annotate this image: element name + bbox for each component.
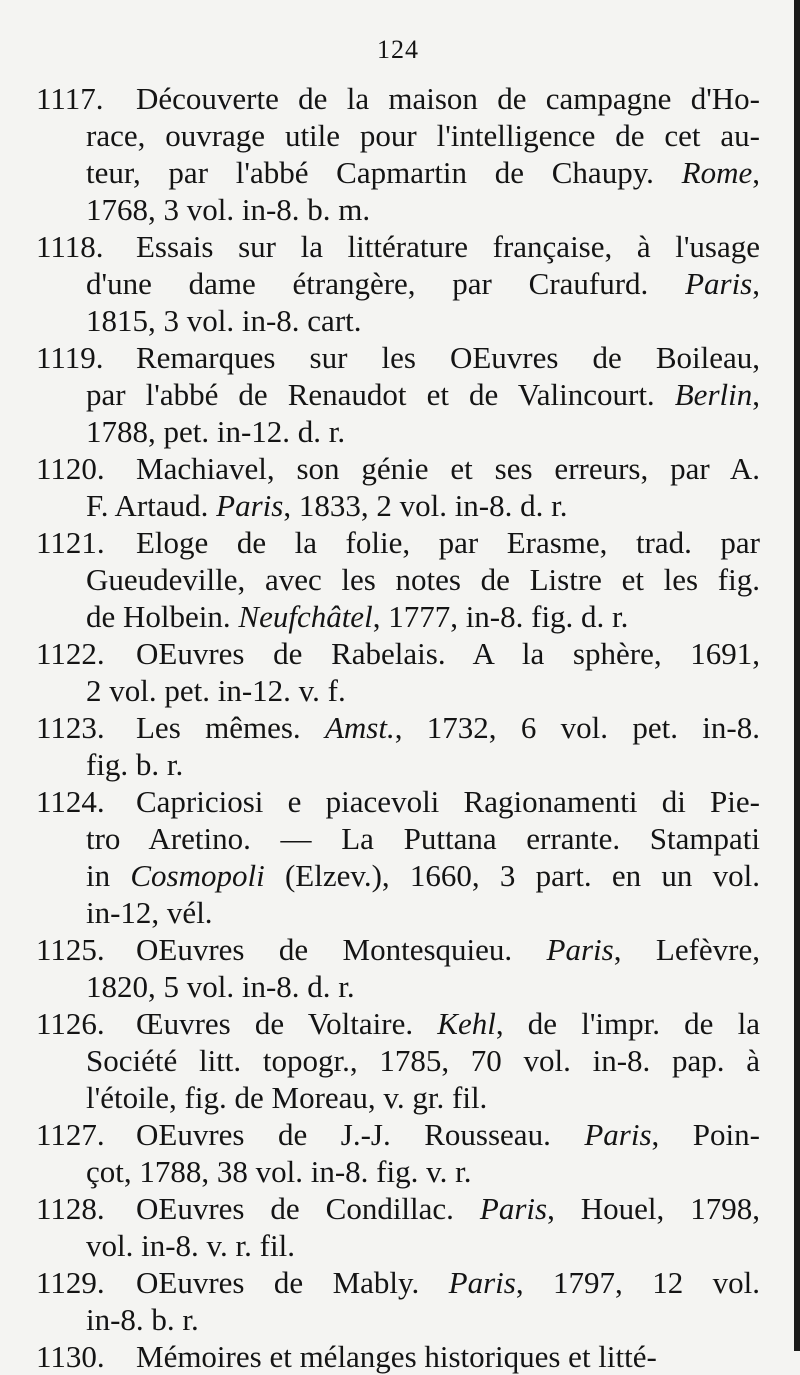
entry-text-segment: 1788, pet. in-12. d. r. — [86, 414, 346, 449]
entry-line — [36, 191, 760, 228]
entry-text-segment: , Lefèvre, — [613, 932, 760, 967]
entry-text-segment: , 1833, 2 vol. in-8. d. r. — [283, 488, 568, 523]
entry-text-segment: teur, par l'abbé Capmartin de Chaupy. — [86, 155, 682, 190]
entry-number: 1122. — [36, 636, 105, 671]
catalogue-entry — [36, 709, 760, 783]
entry-text-segment: F. Artaud. — [86, 488, 217, 523]
entry-number: 1128. — [36, 1191, 105, 1226]
entry-text — [36, 1264, 760, 1338]
entry-text-segment: Gueudeville, avec les notes de Listre et les fig. — [86, 562, 760, 597]
entry-line — [36, 339, 760, 376]
entry-text-segment: vol. in-8. v. r. fil. — [86, 1228, 295, 1263]
entry-text-segment: tro Aretino. — La Puttana errante. Stampati — [86, 821, 760, 856]
entry-text-segment: Machiavel, son génie et ses erreurs, par A. — [136, 451, 760, 486]
entry-text-segment: , 1797, 12 vol. — [515, 1265, 760, 1300]
entry-text-segment: OEuvres de J.-J. Rousseau. — [136, 1117, 585, 1152]
entry-number: 1119. — [36, 340, 104, 375]
entry-line — [36, 1079, 760, 1116]
entry-line — [36, 1153, 760, 1190]
catalogue-entry — [36, 228, 760, 339]
catalogue-entry — [36, 450, 760, 524]
entry-number: 1130. — [36, 1339, 105, 1374]
entry-text-segment: 1820, 5 vol. in-8. d. r. — [86, 969, 355, 1004]
entry-number: 1120. — [36, 451, 105, 486]
entry-text-segment: , Poin- — [651, 1117, 760, 1152]
entry-text-segment: in — [86, 858, 131, 893]
entry-line — [36, 80, 760, 117]
entry-text-segment: (Elzev.), 1660, 3 part. en un vol. — [264, 858, 760, 893]
catalogue-entry — [36, 1264, 760, 1338]
catalogue-entry — [36, 339, 760, 450]
entry-line — [36, 894, 760, 931]
entry-text-segment: 2 vol. pet. in-12. v. f. — [86, 673, 346, 708]
entry-text-segment: Capriciosi e piacevoli Ragionamenti di Pie- — [136, 784, 760, 819]
entry-text-segment: in-12, vél. — [86, 895, 213, 930]
entry-text — [36, 1190, 760, 1264]
entry-text-segment: d'une dame étrangère, par Craufurd. — [86, 266, 686, 301]
place-of-publication: Paris — [479, 1191, 548, 1226]
entry-line — [36, 524, 760, 561]
entry-text — [36, 709, 760, 783]
entry-text-segment: Société litt. topogr., 1785, 70 vol. in-8. pap. à — [86, 1043, 760, 1078]
entry-text-segment: , de l'impr. de la — [495, 1006, 760, 1041]
entry-text-segment: in-8. b. r. — [86, 1302, 199, 1337]
entry-line — [36, 154, 760, 191]
page-number: 124 — [377, 35, 419, 64]
entry-line — [36, 931, 760, 968]
entry-text — [36, 635, 760, 709]
catalogue-entry — [36, 1005, 760, 1116]
entry-text-segment: , 1732, 6 vol. pet. in-8. — [394, 710, 760, 745]
entry-line — [36, 302, 760, 339]
entry-line — [36, 820, 760, 857]
catalogue-entry — [36, 1338, 760, 1375]
catalogue-entry — [36, 1190, 760, 1264]
place-of-publication: Paris — [448, 1265, 516, 1300]
entry-line — [36, 376, 760, 413]
entry-number: 1124. — [36, 784, 105, 819]
entry-line — [36, 709, 760, 746]
place-of-publication: Amst. — [324, 710, 395, 745]
entry-number: 1123. — [36, 710, 105, 745]
entry-text-segment: OEuvres de Rabelais. A la sphère, 1691, — [136, 636, 760, 671]
entry-text-segment: Essais sur la littérature française, à l'usage — [136, 229, 760, 264]
entry-text-segment: Les mêmes. — [136, 710, 325, 745]
place-of-publication: Neufchâtel — [238, 599, 373, 634]
catalogue-entry — [36, 80, 760, 228]
entry-text — [36, 339, 760, 450]
entry-line — [36, 672, 760, 709]
entry-text-segment: de Holbein. — [86, 599, 239, 634]
entry-number: 1121. — [36, 525, 105, 560]
entry-text-segment: 1815, 3 vol. in-8. cart. — [86, 303, 362, 338]
entry-text-segment: race, ouvrage utile pour l'intelligence de cet au- — [86, 118, 760, 153]
entry-text — [36, 524, 760, 635]
catalogue-entry — [36, 783, 760, 931]
entry-line — [36, 968, 760, 1005]
entry-line — [36, 487, 760, 524]
entry-line — [36, 1338, 760, 1375]
place-of-publication: Kehl — [437, 1006, 496, 1041]
page-edge-shadow — [794, 0, 800, 1351]
place-of-publication: Cosmopoli — [130, 858, 265, 893]
entry-line — [36, 450, 760, 487]
entry-text-segment: , — [752, 266, 760, 301]
catalogue-entry — [36, 1116, 760, 1190]
place-of-publication: Paris — [546, 932, 614, 967]
entry-text — [36, 1338, 760, 1375]
entry-line — [36, 228, 760, 265]
entry-text-segment: 1768, 3 vol. in-8. b. m. — [86, 192, 371, 227]
entry-text-segment: çot, 1788, 38 vol. in-8. fig. v. r. — [86, 1154, 472, 1189]
entry-text — [36, 228, 760, 339]
entry-text-segment: , — [752, 155, 760, 190]
entry-line — [36, 1005, 760, 1042]
place-of-publication: Paris — [685, 266, 753, 301]
entry-text-segment: Mémoires et mélanges historiques et litté- — [136, 1339, 657, 1374]
entry-list — [36, 80, 760, 1375]
place-of-publication: Rome — [681, 155, 753, 190]
entry-text-segment: l'étoile, fig. de Moreau, v. gr. fil. — [86, 1080, 488, 1115]
entry-text — [36, 1005, 760, 1116]
entry-line — [36, 1190, 760, 1227]
entry-number: 1118. — [36, 229, 104, 264]
entry-text-segment: OEuvres de Condillac. — [136, 1191, 480, 1226]
entry-line — [36, 598, 760, 635]
entry-line — [36, 1116, 760, 1153]
entry-line — [36, 1042, 760, 1079]
entry-text-segment: , Houel, 1798, — [547, 1191, 760, 1226]
entry-text-segment: Remarques sur les OEuvres de Boileau, — [136, 340, 760, 375]
catalogue-entry — [36, 931, 760, 1005]
entry-text-segment: Découverte de la maison de campagne d'Ho- — [136, 81, 760, 116]
place-of-publication: Berlin — [674, 377, 753, 412]
entry-text — [36, 783, 760, 931]
entry-text-segment: Œuvres de Voltaire. — [136, 1006, 438, 1041]
place-of-publication: Paris — [584, 1117, 652, 1152]
entry-line — [36, 561, 760, 598]
entry-line — [36, 1301, 760, 1338]
entry-number: 1127. — [36, 1117, 105, 1152]
entry-text-segment: OEuvres de Mably. — [136, 1265, 449, 1300]
entry-text — [36, 450, 760, 524]
catalogue-entry — [36, 524, 760, 635]
entry-number: 1117. — [36, 81, 104, 116]
entry-text — [36, 931, 760, 1005]
catalogue-entry — [36, 635, 760, 709]
entry-line — [36, 1227, 760, 1264]
entry-text-segment: fig. b. r. — [86, 747, 184, 782]
entry-line — [36, 857, 760, 894]
entry-line — [36, 117, 760, 154]
entry-line — [36, 746, 760, 783]
entry-text-segment: par l'abbé de Renaudot et de Valincourt. — [86, 377, 675, 412]
entry-text-segment: , — [752, 377, 760, 412]
entry-number: 1129. — [36, 1265, 105, 1300]
entry-text-segment: Eloge de la folie, par Erasme, trad. par — [136, 525, 760, 560]
entry-line — [36, 1264, 760, 1301]
place-of-publication: Paris — [216, 488, 284, 523]
entry-text-segment: , 1777, in-8. fig. d. r. — [372, 599, 629, 634]
entry-text-segment: OEuvres de Montesquieu. — [136, 932, 547, 967]
entry-text — [36, 1116, 760, 1190]
entry-line — [36, 413, 760, 450]
entry-line — [36, 265, 760, 302]
entry-number: 1125. — [36, 932, 105, 967]
entry-line — [36, 635, 760, 672]
entry-text — [36, 80, 760, 228]
entry-number: 1126. — [36, 1006, 105, 1041]
entry-line — [36, 783, 760, 820]
